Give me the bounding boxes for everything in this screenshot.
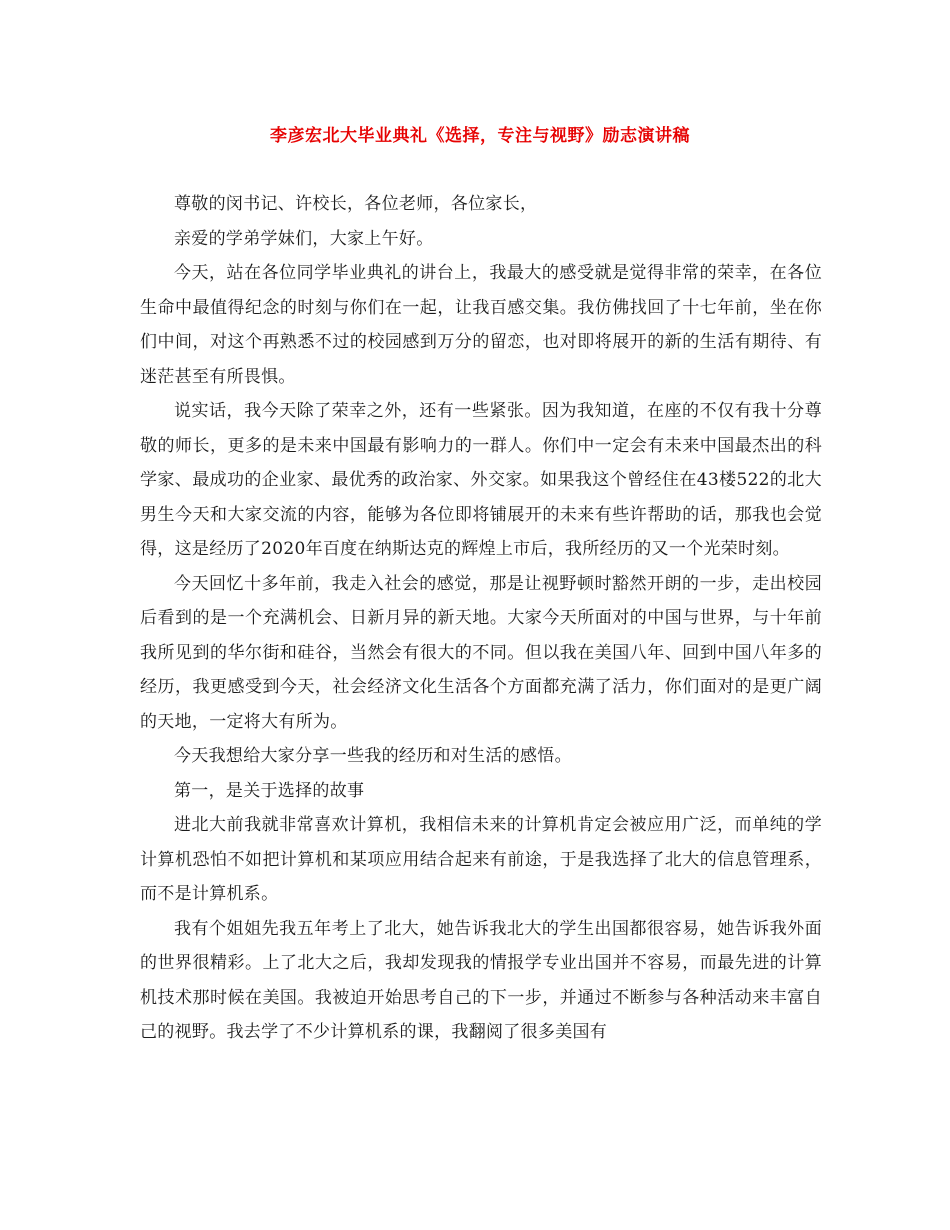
paragraph: 我有个姐姐先我五年考上了北大，她告诉我北大的学生出国都很容易，她告诉我外面的世界很精彩。上了北大之后，我却发现我的情报学专业出国并不容易，而最先进的计算机技术那时候在美国。我被迫开始思考自己的下一步，并通过不断参与各种活动来丰富自己的视野。我去学了不少计算机系的课，我翻阅了很多美国有 — [140, 918, 822, 1042]
paragraph: 今天我想给大家分享一些我的经历和对生活的感悟。 — [174, 746, 572, 766]
paragraph: 今天回忆十多年前，我走入社会的感觉，那是让视野顿时豁然开朗的一步，走出校园后看到的是一个充满机会、日新月异的新天地。大家今天所面对的中国与世界，与十年前我所见到的华尔街和硅谷，当然会有很大的不同。但以我在美国八年、回到中国八年多的经历，我更感受到今天，社会经济文化生活各个方面都充满了活力，你们面对的是更广阔的天地，一定将大有所为。 — [140, 573, 822, 732]
section-heading: 第一，是关于选择的故事 — [174, 780, 365, 801]
paragraph-salutation: 尊敬的闵书记、许校长，各位老师，各位家长， — [174, 194, 538, 214]
document-title: 李彦宏北大毕业典礼《选择，专注与视野》励志演讲稿 — [270, 126, 690, 146]
document-body — [140, 187, 822, 1050]
paragraph: 进北大前我就非常喜欢计算机，我相信未来的计算机肯定会被应用广泛，而单纯的学计算机恐怕不如把计算机和某项应用结合起来有前途，于是我选择了北大的信息管理系，而不是计算机系。 — [140, 815, 822, 904]
paragraph: 说实话，我今天除了荣幸之外，还有一些紧张。因为我知道，在座的不仅有我十分尊敬的师长，更多的是未来中国最有影响力的一群人。你们中一定会有未来中国最杰出的科学家、最成功的企业家、最优秀的政治家、外交家。如果我这个曾经住在43楼522的北大男生今天和大家交流的内容，能够为各位即将铺展开的未来有些许帮助的话，那我也会觉得，这是经历了2020年百度在纳斯达克的辉煌上市后，我所经历的又一个光荣时刻。 — [140, 401, 822, 559]
paragraph-greeting: 亲爱的学弟学妹们，大家上午好。 — [174, 228, 434, 249]
paragraph: 今天，站在各位同学毕业典礼的讲台上，我最大的感受就是觉得非常的荣幸，在各位生命中最值得纪念的时刻与你们在一起，让我百感交集。我仿佛找回了十七年前，坐在你们中间，对这个再熟悉不过的校园感到万分的留恋，也对即将展开的新的生活有期待、有迷茫甚至有所畏惧。 — [140, 263, 822, 387]
